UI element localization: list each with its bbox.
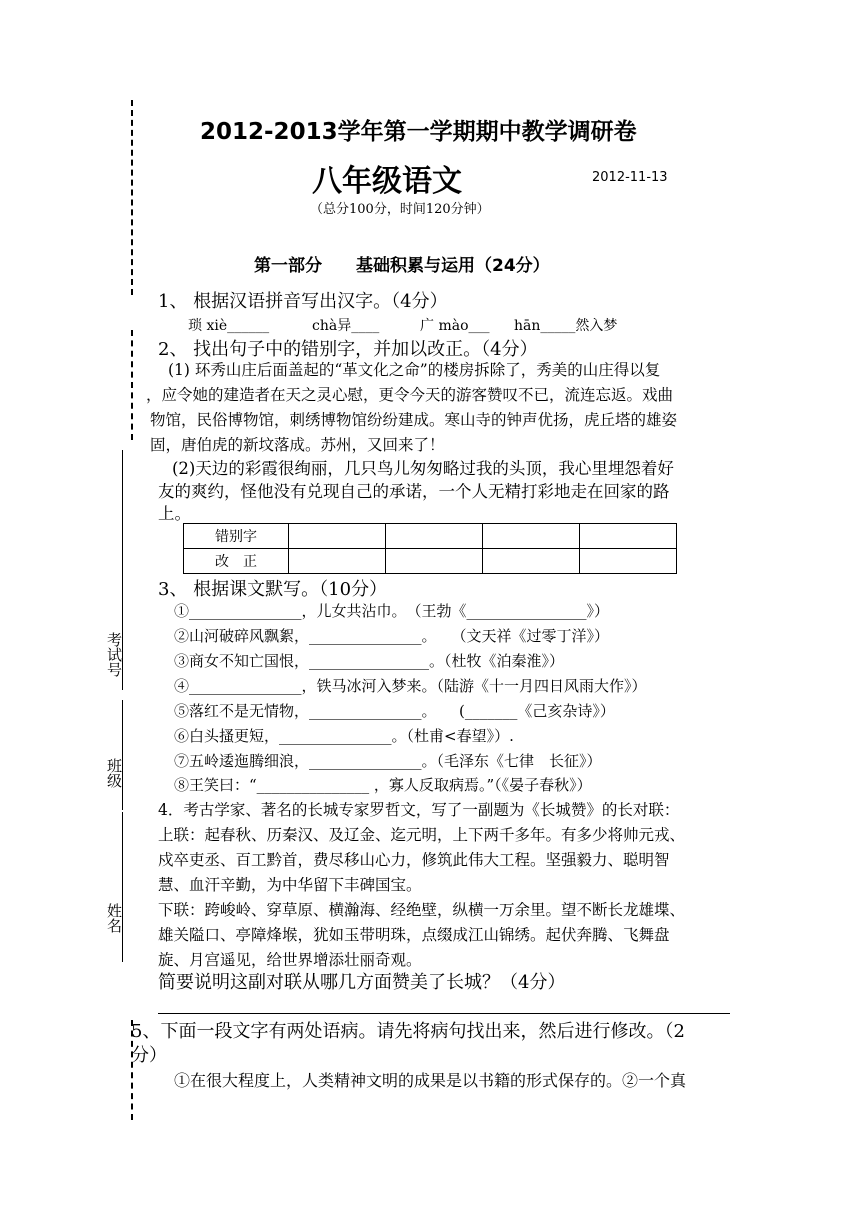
q3-line: ①_______________，儿女共沾巾。 （王勃《________________》） xyxy=(174,602,610,620)
subject-title: 八年级语文 xyxy=(312,164,462,199)
q2-p2-line: 上。 xyxy=(158,504,191,523)
answer-cell[interactable] xyxy=(580,549,677,574)
answer-cell[interactable] xyxy=(483,549,580,574)
binding-dash-line-top xyxy=(131,100,133,295)
correction-table xyxy=(183,523,677,574)
binding-dash-line-mid xyxy=(131,330,133,440)
answer-cell[interactable] xyxy=(483,524,580,549)
q2-p1-line: 物馆，民俗博物馆，刺绣博物馆纷纷建成。寒山寺的钟声优扬，虎丘塔的雄姿 xyxy=(150,411,678,429)
q5-title: 5、下面一段文字有两处语病。请先将病句找出来，然后进行修改。（2 xyxy=(131,1021,685,1042)
exam-no-label: 考试号 xyxy=(105,632,123,677)
class-blank[interactable] xyxy=(122,700,123,810)
q3-line: ④_______________，铁马冰河入梦来。（陆游《十一月四日风雨大作》） xyxy=(174,677,647,695)
q3-line: ②山河破碎风飘絮，_______________。 （文天祥《过零丁洋》） xyxy=(174,627,610,645)
q1-item: chà异____ xyxy=(312,318,380,334)
q3-title: 3、 根据课文默写。（10分） xyxy=(158,579,388,600)
q2-p1-line: ，应令她的建造者在天之灵心慰，更令今天的游客赞叹不已，流连忘返。戏曲 xyxy=(146,386,674,404)
exam-date: 2012-11-13 xyxy=(592,170,668,185)
q1-item: 琐 xiè______ xyxy=(188,318,270,334)
q2-p2-line: 友的爽约，怪他没有兑现自己的承诺，一个人无精打彩地走在回家的路 xyxy=(158,482,670,501)
q4-upper-line: 上联：起春秋、历秦汉、及辽金、迄元明，上下两千多年。有多少将帅元戎、 xyxy=(158,826,686,844)
table-row xyxy=(184,549,677,574)
answer-cell[interactable] xyxy=(289,524,386,549)
q3-line: ⑧王笑曰：“_______________ ，寡人反取病焉。”（《晏子春秋》） xyxy=(174,776,592,794)
q4-intro: 4．考古学家、著名的长城专家罗哲文，写了一副题为《长城赞》的长对联： xyxy=(158,801,680,819)
exam-title: 2012-2013学年第一学期期中教学调研卷 xyxy=(200,119,637,145)
score-note: （总分100分，时间120分钟） xyxy=(310,202,490,217)
table-row xyxy=(184,524,677,549)
q3-line: ⑤落红不是无情物，_______________。 (_______《己亥杂诗》） xyxy=(174,702,615,720)
q5-title-cont: 分） xyxy=(131,1045,167,1066)
q4-answer-line[interactable] xyxy=(158,1013,730,1014)
q1-title: 1、 根据汉语拼音写出汉字。（4分） xyxy=(158,291,448,312)
q2-p1-line: 固，唐伯虎的新坟落成。苏州，又回来了！ xyxy=(150,436,445,454)
q1-item: hān_____然入梦 xyxy=(514,318,618,334)
q4-lower-line: 雄关隘口、亭障烽堠，犹如玉带明珠，点缀成江山锦绣。起伏奔腾、飞舞盘 xyxy=(158,926,670,944)
q2-title: 2、 找出句子中的错别字，并加以改正。（4分） xyxy=(158,339,538,360)
q1-item: 广 mào___ xyxy=(420,318,490,334)
table-header-cell: 错别字 xyxy=(184,524,289,549)
q4-upper-line: 慧、血汗辛勤，为中华留下丰碑国宝。 xyxy=(158,876,422,894)
answer-cell[interactable] xyxy=(386,524,483,549)
q3-line: ⑥白头搔更短，_______________。（杜甫<春望》）. xyxy=(174,727,514,745)
q4-question: 简要说明这副对联从哪几方面赞美了长城？（4分） xyxy=(158,972,566,993)
q3-line: ③商女不知亡国恨，________________。（杜牧《泊秦淮》） xyxy=(174,652,565,670)
name-blank[interactable] xyxy=(122,812,123,962)
answer-cell[interactable] xyxy=(289,549,386,574)
answer-cell[interactable] xyxy=(386,549,483,574)
q4-lower-line: 旋、月宫遥见，给世界增添壮丽奇观。 xyxy=(158,951,422,969)
q5-text: ①在很大程度上，人类精神文明的成果是以书籍的形式保存的。②一个真 xyxy=(174,1071,687,1090)
table-header-cell: 改 正 xyxy=(184,549,289,574)
class-label: 班级 xyxy=(105,758,123,788)
q3-line: ⑦五岭逶迤腾细浪，_______________。（毛泽东《七律 长征》） xyxy=(174,752,602,770)
q2-p1-line: (1) 环秀山庄后面盖起的“革文化之命”的楼房拆除了，秀美的山庄得以复 xyxy=(168,361,661,379)
name-label: 姓名 xyxy=(105,903,123,933)
q2-p2-line: (2)天边的彩霞很绚丽，几只鸟儿匆匆略过我的头顶，我心里埋怨着好 xyxy=(172,459,674,478)
q4-lower-line: 下联：跨峻岭、穿草原、横瀚海、经绝壁，纵横一万余里。望不断长龙雄堞、 xyxy=(158,901,686,919)
answer-cell[interactable] xyxy=(580,524,677,549)
q4-upper-line: 戍卒吏丞、百工黔首，费尽移山心力，修筑此伟大工程。坚强毅力、聪明智 xyxy=(158,851,670,869)
section-title: 第一部分 基础积累与运用（24分） xyxy=(254,256,550,276)
